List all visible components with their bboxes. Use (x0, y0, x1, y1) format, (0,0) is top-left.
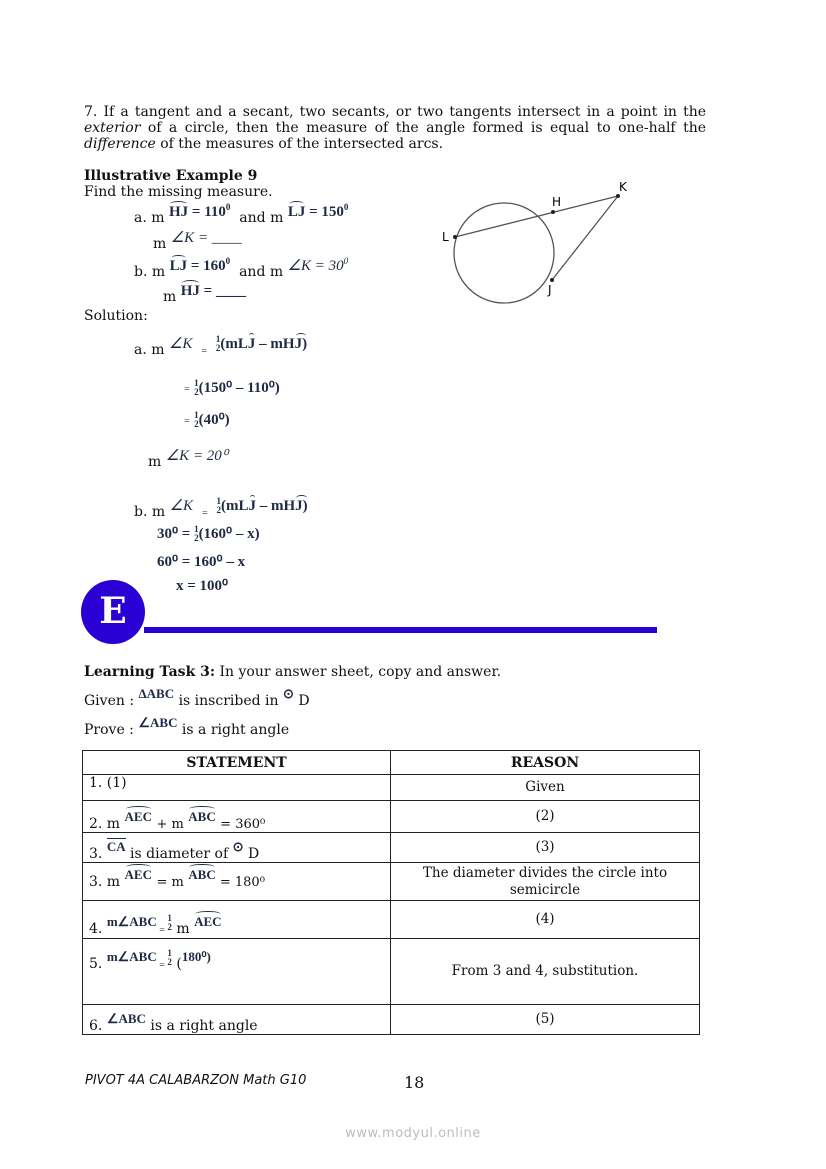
header-reason: REASON (391, 751, 700, 775)
solution-a-step2 (184, 378, 280, 397)
angle-abc: m∠ABC (106, 914, 157, 929)
arc: J (247, 336, 256, 352)
text: m (153, 236, 167, 252)
circle-diagram (430, 170, 650, 310)
section-e-badge: E (81, 580, 145, 644)
expression: (40⁰) (198, 412, 230, 428)
text: 3. (89, 846, 107, 862)
value: = 160 (187, 258, 226, 274)
text: = 360⁰ (220, 817, 266, 832)
den: 2 (194, 419, 199, 429)
text: + m (156, 817, 184, 832)
example-a-given (134, 202, 349, 227)
statement-cell (83, 1005, 391, 1035)
degree: 0 (225, 256, 231, 266)
statement-cell (83, 939, 391, 1005)
example-instruction: Find the missing measure. (84, 184, 273, 200)
text: 3. m (89, 873, 121, 890)
den: 2 (194, 387, 199, 397)
solution-a-formula (134, 334, 308, 359)
text: b. m (134, 504, 166, 520)
text: 7. If a tangent and a secant, two secants, or two tangents intersect in a point in the (84, 104, 706, 120)
text: = 180⁰ (215, 874, 265, 890)
text: D (247, 846, 260, 862)
label-j: J (548, 283, 552, 297)
reason-cell: The diameter divides the circle into semicircle (391, 863, 700, 901)
fraction-half (167, 949, 172, 967)
point-h (551, 210, 555, 214)
arc-aec: AEC (124, 809, 152, 824)
angle-abc: m∠ABC (106, 949, 157, 964)
learning-task-3 (84, 664, 501, 680)
num: 1 (194, 410, 199, 420)
section-divider (144, 627, 657, 633)
angle-k: ∠K (287, 258, 312, 274)
text: (mL (221, 498, 249, 514)
arc: J (248, 498, 256, 514)
label-h: H (552, 195, 562, 209)
proof-table (82, 750, 700, 1035)
degree: 0 (343, 256, 349, 266)
solution-b-step1 (157, 524, 260, 543)
theorem-7 (84, 104, 706, 152)
angle-k: ∠K (165, 448, 190, 464)
text: – mH (255, 336, 295, 352)
text: 1. (1) (89, 775, 127, 791)
arc-lj: LJ (287, 204, 306, 220)
circle-dot-icon: ⊙ (282, 686, 294, 701)
reason-cell: (3) (391, 833, 700, 863)
num: 1 (216, 496, 221, 506)
point-k (616, 194, 620, 198)
text: is a right angle (145, 1018, 258, 1034)
arc-hj: HJ (168, 204, 189, 220)
text: and m (239, 210, 284, 226)
num: 1 (167, 913, 172, 923)
num: 1 (194, 378, 199, 388)
text: m (171, 921, 190, 937)
example-a-unknown (153, 230, 242, 253)
footer-title: PIVOT 4A CALABARZON Math G10 (85, 1073, 307, 1088)
tangent-jk (552, 196, 618, 280)
given-label: Given : (84, 693, 139, 709)
text: a. m (134, 342, 165, 358)
secant-lk (455, 196, 618, 237)
blank: = ____ (199, 283, 246, 299)
point-j (550, 278, 554, 282)
den: 2 (215, 343, 221, 353)
expression: (150⁰ – 110⁰) (198, 380, 280, 396)
point-l (453, 235, 457, 239)
example-b-unknown (163, 283, 246, 306)
degree: 0 (225, 202, 231, 212)
num: 1 (194, 524, 199, 534)
solution-b-step2: 60⁰ = 160⁰ – x (157, 554, 246, 570)
text: m (163, 289, 177, 305)
den: 2 (216, 505, 221, 515)
text: 2. m (89, 816, 121, 832)
text: 4. (89, 921, 107, 937)
value: = 150 (305, 204, 344, 220)
solution-heading: Solution: (84, 308, 148, 324)
angle-k: ∠K (170, 230, 195, 246)
statement-cell (83, 775, 391, 801)
arc: J) (294, 336, 308, 352)
table-row (83, 1005, 700, 1035)
header-statement: STATEMENT (83, 751, 391, 775)
table-row (83, 901, 700, 939)
value: = 30 (311, 258, 344, 274)
solution-a-step3 (184, 410, 230, 429)
statement-cell (83, 901, 391, 939)
text: 5. (89, 956, 107, 972)
circle-dot-icon: ⊙ (232, 839, 244, 854)
table-row (83, 863, 700, 901)
text: 6. (89, 1018, 107, 1034)
table-row (83, 775, 700, 801)
angle-k: ∠K (168, 336, 193, 352)
table-row (83, 939, 700, 1005)
prove-label: Prove : (84, 722, 139, 738)
label-l: L (442, 230, 449, 244)
arc-abc: ABC (188, 866, 216, 882)
expression: (160⁰ – x) (198, 526, 260, 542)
arc-hj: HJ (180, 283, 200, 299)
den: 2 (194, 533, 199, 543)
equals: = (201, 346, 207, 357)
angle-abc: ∠ABC (106, 1011, 146, 1026)
arc-aec: AEC (124, 866, 152, 882)
example-b-given (134, 256, 349, 281)
equals: = (156, 925, 168, 936)
reason-cell: From 3 and 4, substitution. (391, 939, 700, 1005)
text: ( (171, 956, 182, 972)
text: of a circle, then the measure of the angle formed is equal to one-half the (140, 120, 706, 136)
emphasis-exterior: exterior (84, 120, 141, 136)
arc: J) (295, 498, 308, 514)
watermark: www.modyul.online (345, 1126, 481, 1141)
value: = 110 (188, 204, 226, 220)
text: of the measures of the intersected arcs. (155, 136, 444, 152)
circle-name: D (298, 693, 310, 709)
text: is inscribed in (178, 693, 283, 709)
arc-abc: ABC (188, 809, 216, 824)
statement-cell (83, 863, 391, 901)
task-instruction: In your answer sheet, copy and answer. (215, 664, 502, 680)
table-row (83, 833, 700, 863)
text: = m (156, 874, 184, 890)
text: is a right angle (181, 722, 290, 738)
text: m (148, 454, 162, 470)
solution-b-step3: x = 100⁰ (176, 578, 229, 594)
text: (mL (220, 336, 248, 352)
text: and m (239, 264, 284, 280)
degree: 0 (343, 202, 349, 212)
table-row (83, 801, 700, 833)
text: b. m (134, 264, 166, 280)
expression: 30⁰ = (157, 526, 195, 542)
equals: = (156, 960, 168, 971)
triangle-abc: ΔABC (138, 686, 175, 701)
equals: = (184, 384, 190, 395)
segment-ca: CA (106, 839, 126, 854)
statement-cell (83, 833, 391, 863)
fraction-half (167, 914, 172, 932)
table-header-row (83, 751, 700, 775)
reason-cell: (2) (391, 801, 700, 833)
solution-b-formula (134, 496, 308, 521)
angle-abc: ∠ABC (138, 715, 178, 730)
given-line (84, 686, 310, 709)
prove-line (84, 715, 290, 738)
equals: = (184, 416, 190, 427)
angle-k: ∠K (169, 498, 194, 514)
text: a. m (134, 210, 165, 226)
reason-cell: Given (391, 775, 700, 801)
emphasis-difference: difference (84, 136, 156, 152)
solution-a-result (148, 448, 228, 471)
arc-lj: LJ (169, 258, 188, 274)
value: 180⁰) (181, 949, 211, 964)
den: 2 (167, 957, 172, 967)
arc-aec: AEC (194, 914, 222, 929)
reason-cell: (5) (391, 1005, 700, 1035)
den: 2 (167, 922, 172, 932)
reason-cell: (4) (391, 901, 700, 939)
num: 1 (215, 334, 221, 344)
example-heading: Illustrative Example 9 (84, 168, 258, 184)
num: 1 (167, 948, 172, 958)
text: is diameter of (125, 846, 233, 862)
statement-cell (83, 801, 391, 833)
circle (454, 203, 554, 303)
label-k: K (619, 180, 627, 194)
text: – mH (256, 498, 296, 514)
page-number: 18 (404, 1073, 425, 1092)
value: = 20⁰ (189, 448, 228, 464)
task-label: Learning Task 3: (84, 664, 216, 680)
equals: = (201, 508, 208, 519)
blank: = ____ (194, 230, 242, 246)
